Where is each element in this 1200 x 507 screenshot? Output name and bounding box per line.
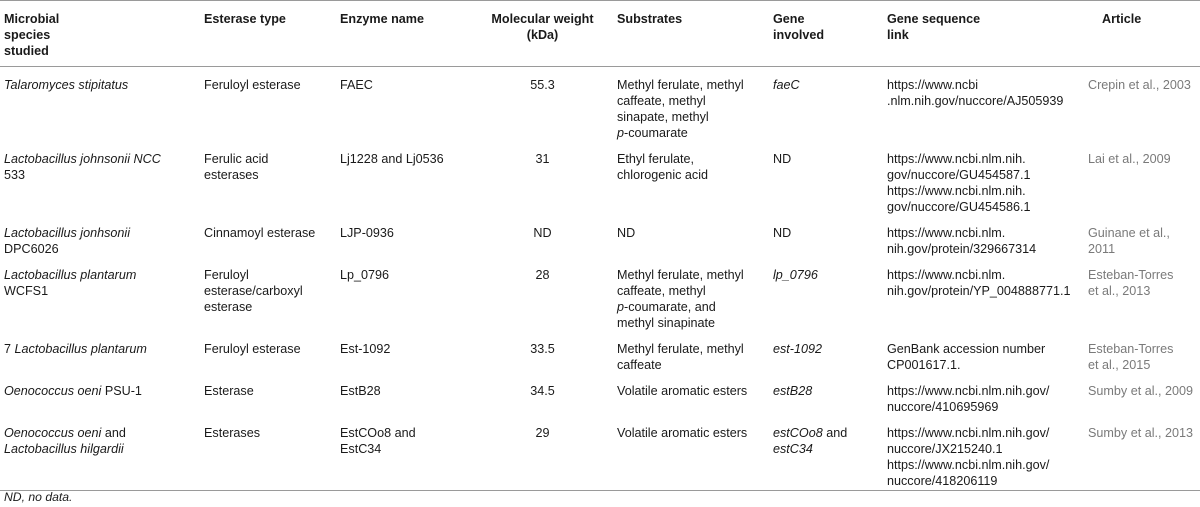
cell-gene-involved: faeC [773,78,800,92]
cell-enzyme-name: FAEC [340,78,373,92]
header-species: Microbial species studied [0,1,200,67]
cell-gene-sequence-link[interactable]: https://www.ncbi.nlm. nih.gov/protein/YP_004888771.1 [887,268,1071,298]
header-substrates: Substrates [613,1,769,67]
cell-species: 7 Lactobacillus plantarum [4,342,147,356]
table-row [0,331,1200,373]
cell-gene-sequence-link[interactable]: https://www.ncbi.nlm.nih. gov/nuccore/GU454587.1 https://www.ncbi.nlm.nih. gov/nuccore/GU454586.1 [887,152,1031,214]
table-row [0,141,1200,215]
cell-substrates: Methyl ferulate, methyl caffeate, methyl p-coumarate, and methyl sinapinate [617,268,744,330]
cell-gene-sequence-link[interactable]: https://www.ncbi.nlm.nih.gov/ nuccore/JX215240.1 https://www.ncbi.nlm.nih.gov/ nuccore/418206119 [887,426,1050,488]
cell-enzyme-name: Lp_0796 [340,268,390,282]
cell-substrates: Methyl ferulate, methyl caffeate [617,342,744,372]
cell-species: Oenococcus oeni and Lactobacillus hilgardii [4,426,126,456]
table-row [0,257,1200,331]
header-article: Article [1084,1,1200,67]
cell-species: Talaromyces stipitatus [4,78,129,92]
header-esterase-type: Esterase type [200,1,336,67]
cell-molecular-weight: 29 [535,426,550,440]
cell-molecular-weight: 55.3 [530,78,555,92]
cell-gene-involved: lp_0796 [773,268,818,282]
cell-substrates: Ethyl ferulate, chlorogenic acid [617,152,709,182]
cell-substrates: Methyl ferulate, methyl caffeate, methyl sinapate, methyl p-coumarate [617,78,744,140]
cell-species: Lactobacillus jonhsonii DPC6026 [4,226,131,256]
table-row [0,373,1200,415]
header-row [0,1,1200,67]
cell-gene-sequence-link[interactable]: https://www.ncbi .nlm.nih.gov/nuccore/AJ505939 [887,78,1064,108]
cell-gene-involved: ND [773,152,792,166]
cell-gene-sequence-link[interactable]: https://www.ncbi.nlm. nih.gov/protein/329667314 [887,226,1037,256]
cell-molecular-weight: 31 [535,152,550,166]
cell-species: Lactobacillus johnsonii NCC 533 [4,152,161,182]
cell-article[interactable]: Sumby et al., 2009 [1088,384,1194,398]
cell-gene-involved: est-1092 [773,342,823,356]
cell-esterase-type: Esterases [204,426,260,440]
cell-article[interactable]: Guinane et al., 2011 [1088,226,1170,256]
header-gene-sequence-link: Gene sequence link [883,1,1084,67]
cell-esterase-type: Feruloyl esterase/carboxyl esterase [204,268,303,314]
cell-enzyme-name: LJP-0936 [340,226,394,240]
header-enzyme-name: Enzyme name [336,1,472,67]
cell-article[interactable]: Esteban-Torres et al., 2013 [1088,268,1174,298]
cell-enzyme-name: Est-1092 [340,342,391,356]
cell-esterase-type: Ferulic acid esterases [204,152,269,182]
table-row [0,67,1200,142]
table-footnote: ND, no data. [4,490,73,504]
cell-gene-sequence-link: GenBank accession number CP001617.1. [887,342,1046,372]
cell-article[interactable]: Crepin et al., 2003 [1088,78,1191,92]
table-row [0,415,1200,490]
cell-substrates: Volatile aromatic esters [617,426,748,440]
cell-molecular-weight: 34.5 [530,384,555,398]
cell-molecular-weight: 28 [535,268,550,282]
cell-esterase-type: Feruloyl esterase [204,342,301,356]
table-row [0,215,1200,257]
header-gene-involved: Gene involved [769,1,883,67]
cell-article[interactable]: Sumby et al., 2013 [1088,426,1194,440]
cell-gene-involved: estB28 [773,384,813,398]
cell-gene-sequence-link[interactable]: https://www.ncbi.nlm.nih.gov/ nuccore/410695969 [887,384,1050,414]
cell-gene-involved: ND [773,226,792,240]
cell-species: Oenococcus oeni PSU-1 [4,384,142,398]
cell-enzyme-name: EstB28 [340,384,381,398]
cell-article[interactable]: Esteban-Torres et al., 2015 [1088,342,1174,372]
cell-esterase-type: Cinnamoyl esterase [204,226,316,240]
cell-esterase-type: Feruloyl esterase [204,78,301,92]
header-molecular-weight: Molecular weight (kDa) [472,1,613,67]
cell-species: Lactobacillus plantarum WCFS1 [4,268,137,298]
cell-substrates: ND [617,226,636,240]
cell-enzyme-name: EstCOo8 and EstC34 [340,426,416,456]
cell-enzyme-name: Lj1228 and Lj0536 [340,152,444,166]
cell-gene-involved: estCOo8 and estC34 [773,426,848,456]
cell-molecular-weight: 33.5 [530,342,555,356]
cell-substrates: Volatile aromatic esters [617,384,748,398]
cell-molecular-weight: ND [533,226,552,240]
cell-article[interactable]: Lai et al., 2009 [1088,152,1171,166]
cell-esterase-type: Esterase [204,384,254,398]
